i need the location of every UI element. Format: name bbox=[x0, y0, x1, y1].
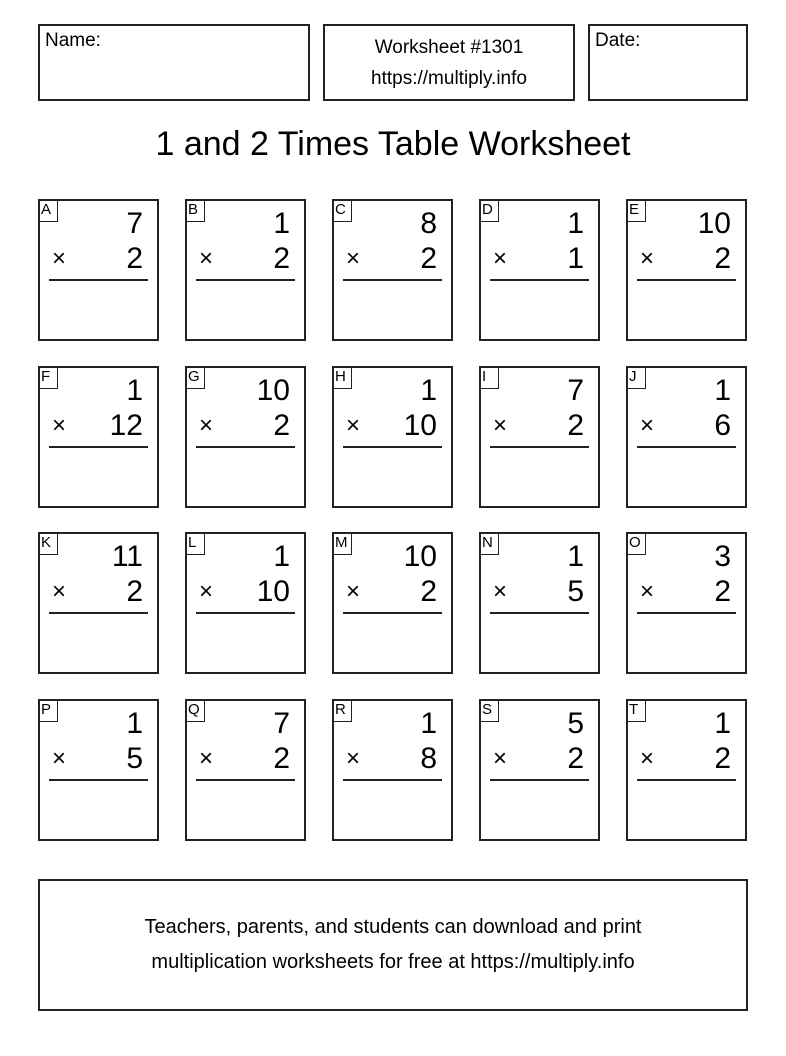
problem-letter: C bbox=[332, 199, 352, 222]
answer-line bbox=[49, 446, 148, 448]
multiplicand: 1 bbox=[420, 707, 437, 740]
answer-line bbox=[196, 446, 295, 448]
problem-letter: E bbox=[626, 199, 646, 222]
multiplier: 6 bbox=[714, 409, 731, 442]
answer-line bbox=[637, 612, 736, 614]
problem-letter: A bbox=[38, 199, 58, 222]
multiplicand: 1 bbox=[273, 540, 290, 573]
multiplier: 1 bbox=[567, 242, 584, 275]
problem-letter: K bbox=[38, 532, 58, 555]
multiplier: 2 bbox=[126, 575, 143, 608]
multiplicand: 10 bbox=[403, 540, 437, 573]
multiply-sign: × bbox=[493, 412, 508, 439]
answer-line bbox=[343, 279, 442, 281]
multiply-sign: × bbox=[493, 745, 508, 772]
answer-line bbox=[637, 446, 736, 448]
problem-card[interactable] bbox=[332, 366, 453, 508]
problem-card[interactable] bbox=[38, 366, 159, 508]
multiply-sign: × bbox=[199, 745, 214, 772]
multiplier: 5 bbox=[126, 742, 143, 775]
answer-line bbox=[49, 279, 148, 281]
answer-line bbox=[490, 612, 589, 614]
multiplier: 12 bbox=[109, 409, 143, 442]
multiplier: 2 bbox=[420, 575, 437, 608]
problem-letter: L bbox=[185, 532, 205, 555]
problem-letter: F bbox=[38, 366, 58, 389]
problem-card[interactable] bbox=[38, 699, 159, 841]
multiply-sign: × bbox=[52, 578, 67, 605]
problem-letter: I bbox=[479, 366, 499, 389]
multiplicand: 1 bbox=[420, 374, 437, 407]
problem-letter: N bbox=[479, 532, 499, 555]
problem-letter: R bbox=[332, 699, 352, 722]
answer-line bbox=[343, 612, 442, 614]
answer-line bbox=[196, 279, 295, 281]
problem-letter: H bbox=[332, 366, 352, 389]
multiply-sign: × bbox=[493, 578, 508, 605]
multiplicand: 7 bbox=[567, 374, 584, 407]
worksheet-url: https://multiply.info bbox=[371, 68, 527, 89]
multiplicand: 7 bbox=[273, 707, 290, 740]
multiplicand: 1 bbox=[714, 707, 731, 740]
problem-letter: D bbox=[479, 199, 499, 222]
multiplicand: 5 bbox=[567, 707, 584, 740]
problem-card[interactable] bbox=[626, 199, 747, 341]
footer-line-1: Teachers, parents, and students can download and print bbox=[144, 916, 642, 938]
multiply-sign: × bbox=[640, 412, 655, 439]
multiplier: 2 bbox=[567, 409, 584, 442]
answer-line bbox=[637, 279, 736, 281]
multiplier: 2 bbox=[273, 409, 290, 442]
answer-line bbox=[637, 779, 736, 781]
multiplicand: 11 bbox=[111, 540, 143, 573]
problem-card[interactable] bbox=[332, 699, 453, 841]
multiplier: 5 bbox=[567, 575, 584, 608]
multiply-sign: × bbox=[346, 412, 361, 439]
problem-card[interactable] bbox=[626, 532, 747, 674]
multiply-sign: × bbox=[346, 745, 361, 772]
multiplier: 2 bbox=[714, 242, 731, 275]
answer-line bbox=[196, 612, 295, 614]
multiplier: 2 bbox=[420, 242, 437, 275]
multiply-sign: × bbox=[199, 578, 214, 605]
problem-card[interactable] bbox=[185, 366, 306, 508]
answer-line bbox=[49, 612, 148, 614]
problem-letter: P bbox=[38, 699, 58, 722]
problem-letter: B bbox=[185, 199, 205, 222]
multiplicand: 1 bbox=[567, 540, 584, 573]
name-label: Name: bbox=[45, 30, 101, 51]
page-title: 1 and 2 Times Table Worksheet bbox=[155, 125, 631, 163]
problem-card[interactable] bbox=[185, 699, 306, 841]
problem-letter: O bbox=[626, 532, 646, 555]
problem-card[interactable] bbox=[479, 532, 600, 674]
problem-letter: G bbox=[185, 366, 205, 389]
multiply-sign: × bbox=[199, 412, 214, 439]
multiplier: 2 bbox=[714, 742, 731, 775]
multiplicand: 8 bbox=[420, 207, 437, 240]
multiplier: 2 bbox=[273, 742, 290, 775]
multiplicand: 1 bbox=[567, 207, 584, 240]
multiplicand: 7 bbox=[126, 207, 143, 240]
answer-line bbox=[490, 446, 589, 448]
problem-letter: S bbox=[479, 699, 499, 722]
multiply-sign: × bbox=[493, 245, 508, 272]
answer-line bbox=[490, 279, 589, 281]
multiplicand: 10 bbox=[697, 207, 731, 240]
worksheet-info-box bbox=[323, 24, 575, 101]
answer-line bbox=[343, 446, 442, 448]
multiplicand: 1 bbox=[273, 207, 290, 240]
multiplicand: 10 bbox=[256, 374, 290, 407]
multiplier: 2 bbox=[567, 742, 584, 775]
multiplier: 10 bbox=[256, 575, 290, 608]
problem-card[interactable] bbox=[185, 532, 306, 674]
multiply-sign: × bbox=[52, 745, 67, 772]
problem-letter: M bbox=[332, 532, 352, 555]
footer-box bbox=[38, 879, 748, 1011]
problem-card[interactable] bbox=[626, 699, 747, 841]
multiplier: 2 bbox=[714, 575, 731, 608]
name-field[interactable] bbox=[38, 24, 310, 101]
answer-line bbox=[196, 779, 295, 781]
footer-line-2: multiplication worksheets for free at https://multiply.info bbox=[151, 951, 635, 973]
answer-line bbox=[490, 779, 589, 781]
worksheet-number: Worksheet #1301 bbox=[374, 37, 524, 58]
problem-letter: Q bbox=[185, 699, 205, 722]
multiplicand: 1 bbox=[126, 374, 143, 407]
multiplier: 2 bbox=[126, 242, 143, 275]
multiply-sign: × bbox=[640, 578, 655, 605]
multiplicand: 1 bbox=[126, 707, 143, 740]
answer-line bbox=[49, 779, 148, 781]
multiplier: 10 bbox=[403, 409, 437, 442]
problem-card[interactable] bbox=[626, 366, 747, 508]
problem-card[interactable] bbox=[479, 366, 600, 508]
problem-card[interactable] bbox=[479, 199, 600, 341]
multiply-sign: × bbox=[640, 245, 655, 272]
multiplicand: 3 bbox=[714, 540, 731, 573]
multiply-sign: × bbox=[199, 245, 214, 272]
problem-card[interactable] bbox=[38, 532, 159, 674]
problem-card[interactable] bbox=[38, 199, 159, 341]
multiply-sign: × bbox=[346, 578, 361, 605]
problem-card[interactable] bbox=[479, 699, 600, 841]
problem-letter: J bbox=[626, 366, 646, 389]
multiplier: 8 bbox=[420, 742, 437, 775]
multiply-sign: × bbox=[640, 745, 655, 772]
multiplier: 2 bbox=[273, 242, 290, 275]
problem-card[interactable] bbox=[332, 199, 453, 341]
date-field[interactable] bbox=[588, 24, 748, 101]
multiply-sign: × bbox=[52, 412, 67, 439]
multiply-sign: × bbox=[346, 245, 361, 272]
date-label: Date: bbox=[595, 30, 641, 51]
problem-card[interactable] bbox=[185, 199, 306, 341]
problem-card[interactable] bbox=[332, 532, 453, 674]
multiply-sign: × bbox=[52, 245, 67, 272]
problem-letter: T bbox=[626, 699, 646, 722]
multiplicand: 1 bbox=[714, 374, 731, 407]
answer-line bbox=[343, 779, 442, 781]
